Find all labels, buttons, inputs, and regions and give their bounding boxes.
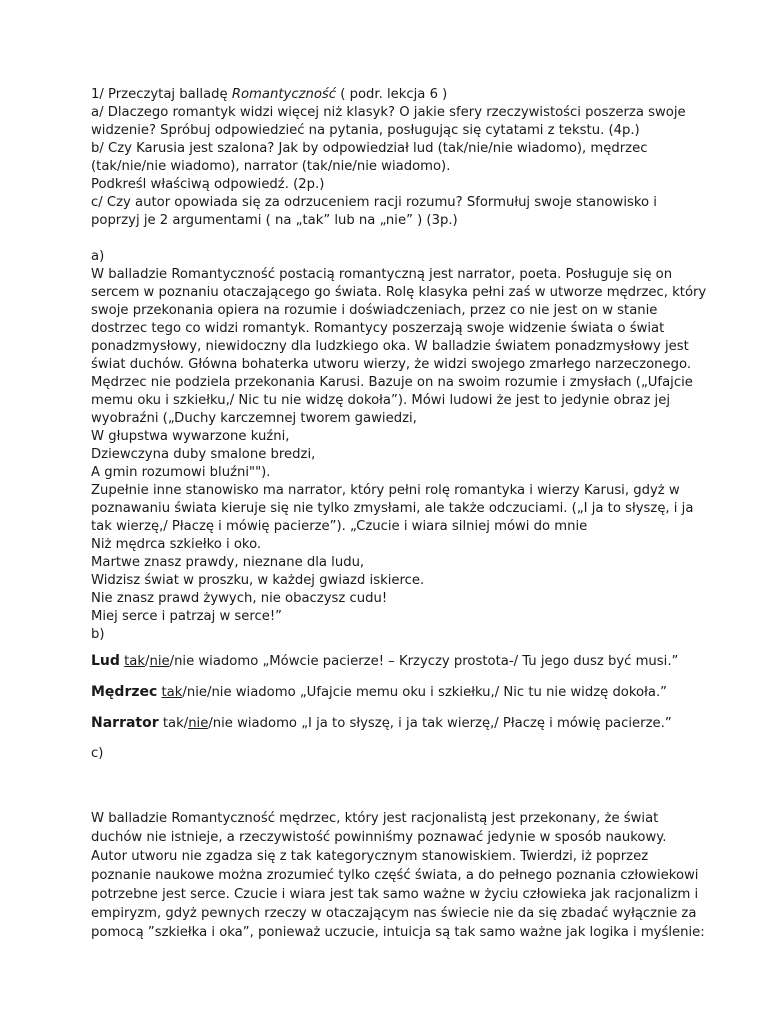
answer-a-line: Martwe znasz prawdy, nieznane dla ludu, bbox=[91, 555, 365, 570]
selected-option: tak bbox=[124, 654, 146, 669]
answer-a-line: Nie znasz prawd żywych, nie obaczysz cudu! bbox=[91, 591, 388, 606]
selected-option: nie bbox=[188, 716, 209, 731]
answer-a-line: swoje przekonania opiera na rozumie i doświadczeniach, przez co nie jest on w stanie bbox=[91, 303, 658, 318]
answer-a-line: świat duchów. Główna bohaterka utworu wierzy, że widzi swojego zmarłego narzeczonego. bbox=[91, 357, 692, 372]
quote: „I ja to słyszę, i ja tak wierzę,/ Płaczę i mówię pacierze.” bbox=[297, 716, 672, 731]
answer-c-line: poznanie naukowe można zrozumieć tylko część świata, a do pełnego poznania człowiekowi bbox=[91, 868, 699, 883]
quote: „Ufajcie memu oku i szkiełku,/ Nic tu nie widzę dokoła.” bbox=[295, 685, 667, 700]
task-line: Podkreśl właściwą odpowiedź. (2p.) bbox=[91, 177, 325, 192]
task-instructions bbox=[91, 86, 691, 230]
answer-a-line: Mędrzec nie podziela przekonania Karusi. Bazuje on na swoim rozumie i zmysłach („Ufajcie bbox=[91, 375, 693, 390]
answer-a-line: Niż mędrca szkiełko i oko. bbox=[91, 537, 262, 552]
paragraph-gap bbox=[91, 763, 691, 809]
answer-c-line: empiryzm, gdyż pewnych rzeczy w otaczającym nas świecie nie da się zbadać wyłącznie za bbox=[91, 906, 697, 921]
ballad-title: Romantyczność bbox=[231, 87, 337, 102]
answer-a-line: sercem w poznaniu otaczającego go świata. Rolę klasyka pełni zaś w utworze mędrzec, który bbox=[91, 285, 707, 300]
answer-a-line: A gmin rozumowi bluźni""). bbox=[91, 465, 271, 480]
selected-option: nie bbox=[149, 654, 170, 669]
answer-a-line: Miej serce i patrzaj w serce!” bbox=[91, 609, 283, 624]
speaker-label: Lud bbox=[91, 653, 120, 669]
speaker-label: Mędrzec bbox=[91, 684, 158, 700]
answer-a-line: dostrzec tego co widzi romantyk. Romantycy poszerzają swoje widzenie świata o świat bbox=[91, 321, 665, 336]
task-line: poprzyj je 2 argumentami ( na „tak” lub na „nie” ) (3p.) bbox=[91, 213, 458, 228]
answer-b-row-medrzec: Mędrzec tak/nie/nie wiadomo „Ufajcie memu oku i szkiełku,/ Nic tu nie widzę dokoła.” bbox=[91, 684, 667, 700]
answer-a-line: Widzisz świat w proszku, w każdej gwiazd iskierce. bbox=[91, 573, 425, 588]
selected-option: tak bbox=[161, 685, 183, 700]
answer-c-line: Autor utworu nie zgadza się z tak kategorycznym stanowiskiem. Twierdzi, iż poprzez bbox=[91, 849, 649, 864]
document-body bbox=[91, 86, 707, 942]
answer-a-line: poznawaniu świata kieruje się nie tylko zmysłami, ale także odczuciami. („I ja to słyszę, i ja bbox=[91, 501, 694, 516]
answer-a-line: Zupełnie inne stanowisko ma narrator, który pełni rolę romantyka i wierzy Karusi, gdyż w bbox=[91, 483, 680, 498]
answer-b bbox=[91, 626, 691, 733]
task-line: a/ Dlaczego romantyk widzi więcej niż klasyk? O jakie sfery rzeczywistości poszerza swoje bbox=[91, 105, 686, 120]
answer-b-label: b) bbox=[91, 627, 105, 642]
answer-c bbox=[91, 745, 705, 942]
answer-c-paragraph bbox=[91, 809, 705, 942]
answer-a-line: W głupstwa wywarzone kuźni, bbox=[91, 429, 290, 444]
answer-c-line: potrzebne jest serce. Czucie i wiara jest tak samo ważne w życiu człowieka jak racjonalizm i bbox=[91, 887, 699, 902]
task-line: (tak/nie/nie wiadomo), narrator (tak/nie/nie wiadomo). bbox=[91, 159, 451, 174]
answer-a bbox=[91, 248, 707, 626]
answer-c-label: c) bbox=[91, 746, 104, 761]
task-line: c/ Czy autor opowiada się za odrzuceniem racji rozumu? Sformułuj swoje stanowisko i bbox=[91, 195, 657, 210]
task-line: widzenie? Spróbuj odpowiedzieć na pytania, posługując się cytatami z tekstu. (4p.) bbox=[91, 123, 640, 138]
answer-c-line: duchów nie istnieje, a rzeczywistość powinniśmy poznawać jedynie w sposób naukowy. bbox=[91, 830, 667, 845]
answer-c-line: W balladzie Romantyczność mędrzec, który jest racjonalistą jest przekonany, że świat bbox=[91, 811, 659, 826]
answer-a-line: Dziewczyna duby smalone bredzi, bbox=[91, 447, 316, 462]
speaker-label: Narrator bbox=[91, 715, 159, 731]
paragraph-gap bbox=[91, 230, 691, 248]
answer-a-line: tak wierzę,/ Płaczę i mówię pacierze”). „Czucie i wiara silniej mówi do mnie bbox=[91, 519, 588, 534]
answer-b-row-narrator: Narrator tak/nie/nie wiadomo „I ja to słyszę, i ja tak wierzę,/ Płaczę i mówię pacierze.” bbox=[91, 715, 672, 731]
answer-a-line: wyobraźni („Duchy karczemnej tworem gawiedzi, bbox=[91, 411, 417, 426]
answer-c-line: pomocą ”szkiełka i oka”, ponieważ uczucie, intuicja są tak samo ważne jak logika i myślenie: bbox=[91, 925, 705, 940]
answer-a-line: memu oku i szkiełku,/ Nic tu nie widzę dokoła”). Mówi ludowi że jest to jedynie obraz jej bbox=[91, 393, 670, 408]
answer-a-line: W balladzie Romantyczność postacią romantyczną jest narrator, poeta. Posługuje się on bbox=[91, 267, 673, 282]
answer-b-row-lud: Lud tak/nie/nie wiadomo „Mówcie pacierze! – Krzyczy prostota-/ Tu jego dusz być musi.” bbox=[91, 653, 679, 669]
answer-a-label: a) bbox=[91, 249, 105, 264]
quote: „Mówcie pacierze! – Krzyczy prostota-/ Tu jego dusz być musi.” bbox=[258, 654, 679, 669]
task-line: b/ Czy Karusia jest szalona? Jak by odpowiedział lud (tak/nie/nie wiadomo), mędrzec bbox=[91, 141, 648, 156]
task-line-1: 1/ Przeczytaj balladę Romantyczność ( podr. lekcja 6 ) bbox=[91, 87, 448, 102]
answer-a-line: ponadzmysłowy, niewidoczny dla ludzkiego oka. W balladzie światem ponadzmysłowy jest bbox=[91, 339, 689, 354]
